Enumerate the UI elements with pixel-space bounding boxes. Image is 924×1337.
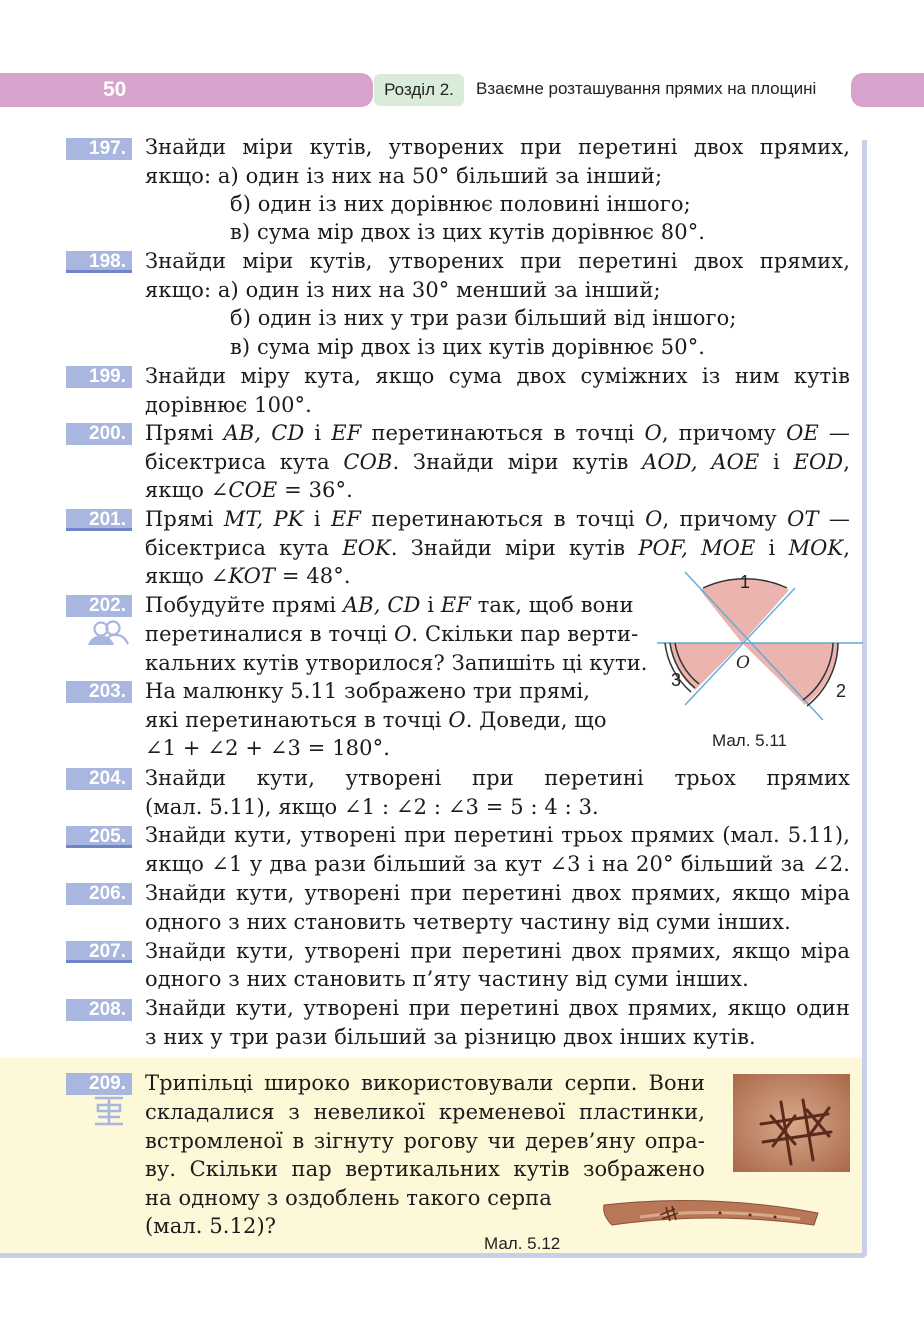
problem-text: Побудуйте прямі AB, CD і EF так, щоб вони [145, 593, 634, 617]
problem-text: якщо ∠COE = 36°. [145, 478, 353, 502]
problem-number: 202. [66, 595, 132, 617]
angle-label-3: 3 [671, 670, 682, 690]
problem-text: ву. Скільки пар вертикальних кутів зображено [145, 1157, 705, 1181]
problem-text: якщо: а) один із них на 30° менший за інший; [145, 278, 661, 302]
problem-number: 199. [66, 366, 132, 388]
sickle-photo [600, 1185, 822, 1245]
pair-work-icon [86, 620, 130, 646]
problem-text: Знайди міру кута, якщо сума двох суміжних із ним кутів [145, 364, 850, 388]
problem-text: бісектриса кута COB. Знайди міри кутів AOD, AOE і EOD, [145, 450, 850, 474]
problem-number: 203. [66, 681, 132, 703]
problem-text: кальних кутів утворилося? Запишіть ці кути. [145, 651, 648, 675]
problem-number: 197. [66, 138, 132, 160]
problem-text: якщо: а) один із них на 50° більший за інший; [145, 164, 663, 188]
problem-text: складалися з невеликої кременевої пластинки, [145, 1100, 705, 1124]
point-label-o: O [736, 653, 750, 673]
angle-label-2: 2 [836, 681, 847, 701]
problem-text: б) один із них дорівнює половині іншого; [230, 192, 691, 216]
problem-text: ∠1 + ∠2 + ∠3 = 180°. [145, 736, 390, 760]
problem-text: дорівнює 100°. [145, 393, 312, 417]
problem-text: Знайди кути, утворені при перетині двох прямих, якщо міра [145, 939, 850, 963]
problem-text: якщо ∠KOT = 48°. [145, 564, 351, 588]
problem-text: Прямі AB, CD і EF перетинаються в точці O, причому OE — [145, 421, 850, 445]
figure-three-lines [655, 570, 865, 720]
problem-number: 206. [66, 883, 132, 905]
trypillia-ornament-icon [92, 1094, 126, 1128]
section-badge: Розділ 2. [374, 74, 464, 106]
problem-text: якщо ∠1 у два рази більший за кут ∠3 і на 20° більший за ∠2. [145, 852, 850, 876]
problem-text: одного з них становить четверту частину від суми інших. [145, 910, 791, 934]
problem-text: які перетинаються в точці O. Доведи, що [145, 708, 607, 732]
problem-number: 201. [66, 509, 132, 531]
problem-text: Трипільці широко використовували серпи. Вони [145, 1071, 705, 1095]
angle-2-sector [742, 643, 838, 705]
header-right-band [851, 73, 924, 107]
problem-text: Знайди кути, утворені при перетині трьох прямих (мал. 5.11), [145, 823, 850, 847]
problem-text: (мал. 5.12)? [145, 1214, 277, 1238]
problem-text: б) один із них у три рази більший від іншого; [230, 306, 737, 330]
problem-text: Знайди кути, утворені при перетині двох прямих, якщо міра [145, 881, 850, 905]
problem-number: 208. [66, 999, 132, 1021]
problem-text: (мал. 5.11), якщо ∠1 : ∠2 : ∠3 = 5 : 4 : 3. [145, 795, 599, 819]
figure-caption: Мал. 5.11 [712, 731, 787, 750]
problem-text: в) сума мір двох із цих кутів дорівнює 50°. [230, 335, 706, 359]
header-left-band [0, 73, 373, 107]
problem-number: 209. [66, 1073, 132, 1095]
problem-text: Знайди міри кутів, утворених при перетині двох прямих, [145, 135, 850, 159]
problem-number: 207. [66, 941, 132, 963]
problem-text: на одному з оздоблень такого серпа [145, 1186, 552, 1210]
problem-text: бісектриса кута EOK. Знайди міри кутів POF, MOE і MOK, [145, 536, 850, 560]
frame-bottom-line [0, 1253, 867, 1258]
problem-text: Знайди міри кутів, утворених при перетині двох прямих, [145, 249, 850, 273]
problem-text: Прямі MT, PK і EF перетинаються в точці O, причому OT — [145, 507, 850, 531]
problem-text: На малюнку 5.11 зображено три прямі, [145, 679, 591, 703]
sickle-ornament-photo [733, 1074, 850, 1172]
problem-number: 200. [66, 423, 132, 445]
problem-text: одного з них становить п’яту частину від суми інших. [145, 967, 749, 991]
problem-text: Знайди кути, утворені при перетині трьох прямих [145, 766, 850, 790]
angle-label-1: 1 [740, 572, 751, 592]
page-number: 50 [103, 78, 127, 101]
problem-number: 204. [66, 768, 132, 790]
problem-number: 205. [66, 826, 132, 848]
problem-number: 198. [66, 251, 132, 273]
problem-text: з них у три рази більший за різницю двох інших кутів. [145, 1025, 756, 1049]
problem-text: Знайди кути, утворені при перетині двох прямих, якщо один [145, 996, 850, 1020]
section-title: Взаємне розташування прямих на площині [476, 79, 817, 98]
figure-caption: Мал. 5.12 [484, 1234, 561, 1253]
problem-text: перетиналися в точці O. Скільки пар верти- [145, 622, 639, 646]
problem-text: в) сума мір двох із цих кутів дорівнює 80°. [230, 220, 706, 244]
problem-text: встромленої в зігнуту рогову чи дерев’яну опра- [145, 1129, 705, 1153]
